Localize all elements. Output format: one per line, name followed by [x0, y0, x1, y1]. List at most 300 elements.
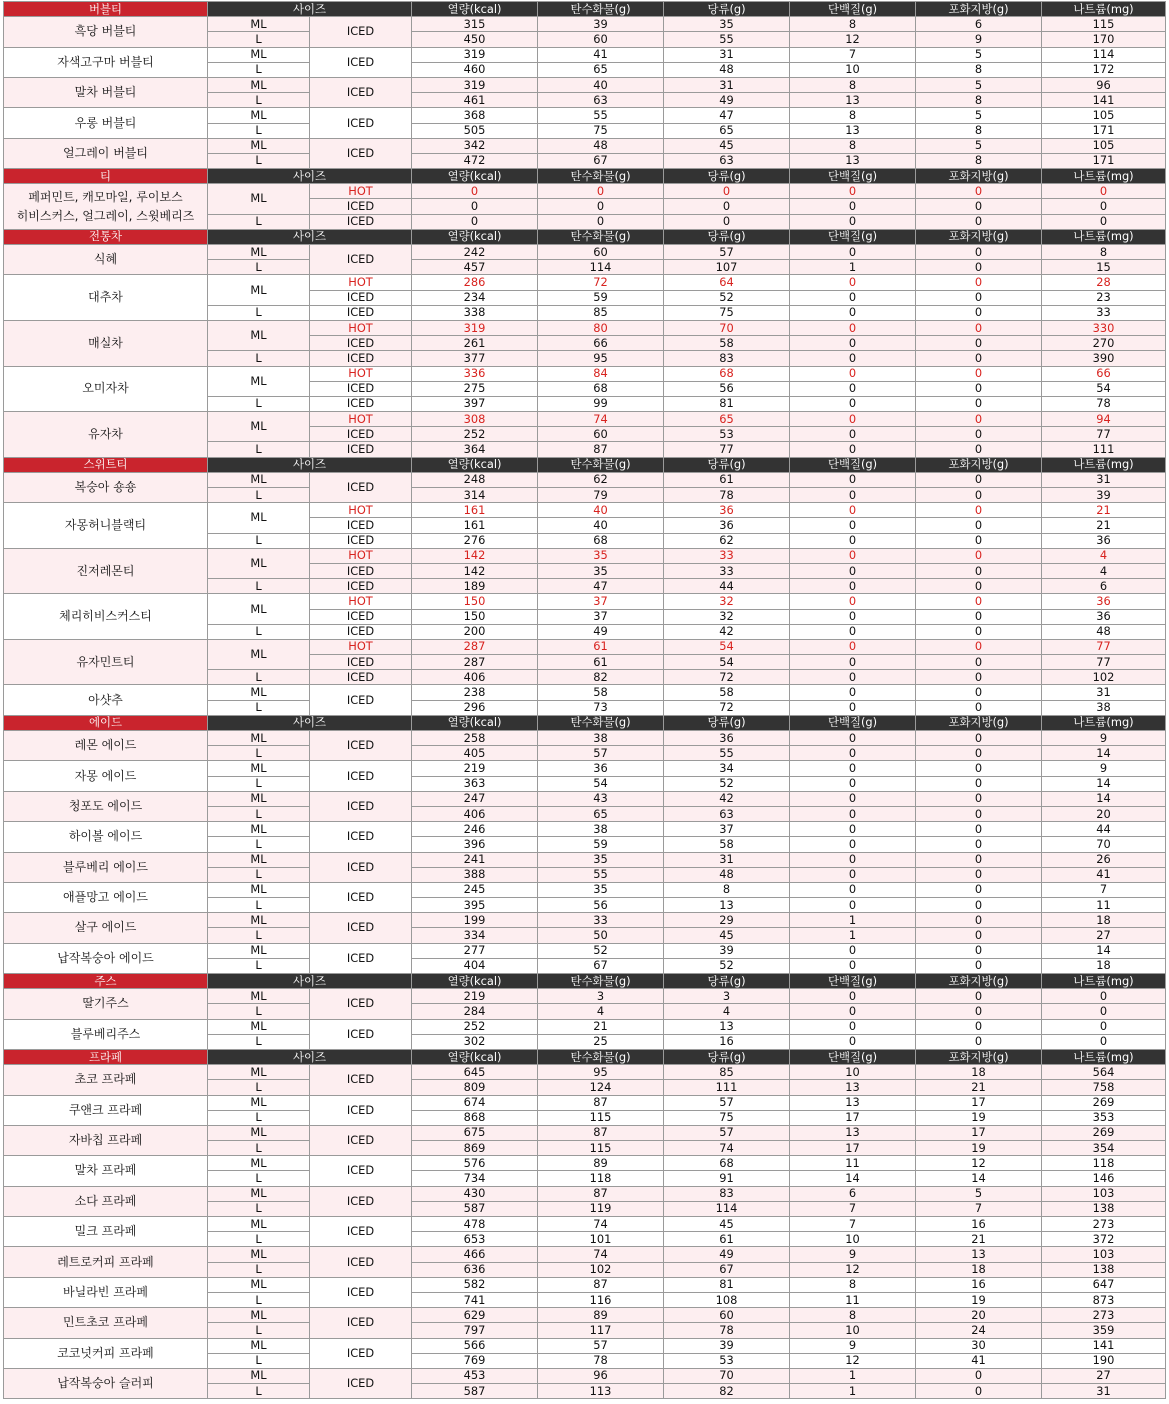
nutrition-value: 769	[412, 1353, 538, 1368]
nutrition-value: 146	[1042, 1171, 1166, 1186]
nutrition-value: 12	[790, 1353, 916, 1368]
table-row	[4, 108, 1166, 123]
nutrition-value: 8	[664, 882, 790, 897]
table-row	[4, 77, 1166, 92]
nutrition-value: 35	[538, 852, 664, 867]
nutrition-value: 60	[538, 245, 664, 260]
nutrition-value: 0	[916, 746, 1042, 761]
nutrition-value: 0	[916, 503, 1042, 518]
table-row	[4, 17, 1166, 32]
nutrition-value: 430	[412, 1186, 538, 1201]
nutrition-value: 161	[412, 503, 538, 518]
nutrition-value: 0	[916, 852, 1042, 867]
size-cell: ML	[208, 1308, 310, 1323]
size-cell: L	[208, 928, 310, 943]
nutrition-value: 36	[664, 518, 790, 533]
nutrition-value: 0	[790, 837, 916, 852]
nutrition-value: 869	[412, 1141, 538, 1156]
nutrition-value: 68	[664, 1156, 790, 1171]
nutrition-value: 0	[916, 548, 1042, 563]
nutrition-value: 0	[790, 1019, 916, 1034]
temperature-cell: HOT	[310, 594, 412, 609]
nutrition-value: 0	[916, 822, 1042, 837]
nutrition-value: 0	[664, 184, 790, 199]
nutrition-value: 65	[664, 123, 790, 138]
nutrition-value: 171	[1042, 123, 1166, 138]
table-row	[4, 1217, 1166, 1232]
menu-item-name: 납작복숭아 에이드	[4, 943, 208, 973]
nutrition-value: 64	[664, 275, 790, 290]
nutrition-value: 277	[412, 943, 538, 958]
nutrition-value: 0	[790, 503, 916, 518]
nutrition-value: 472	[412, 153, 538, 168]
temperature-cell: ICED	[310, 214, 412, 229]
nutrition-value: 1	[790, 928, 916, 943]
nutrition-value: 36	[1042, 594, 1166, 609]
menu-item-name: 바닐라빈 프라페	[4, 1277, 208, 1307]
nutrition-value: 47	[538, 579, 664, 594]
temperature-cell: ICED	[310, 1308, 412, 1338]
table-row	[4, 989, 1166, 1004]
nutrition-value: 0	[1042, 989, 1166, 1004]
nutrition-value: 82	[664, 1384, 790, 1399]
nutrition-value: 103	[1042, 1186, 1166, 1201]
table-row	[4, 184, 1166, 199]
nutrition-value: 0	[916, 563, 1042, 578]
nutrition-value: 0	[664, 199, 790, 214]
column-header: 당류(g)	[664, 2, 790, 17]
size-cell: L	[208, 305, 310, 320]
nutrition-value: 19	[916, 1141, 1042, 1156]
nutrition-value: 199	[412, 913, 538, 928]
nutrition-value: 0	[916, 882, 1042, 897]
size-cell: ML	[208, 184, 310, 214]
nutrition-value: 396	[412, 837, 538, 852]
nutrition-value: 141	[1042, 93, 1166, 108]
size-cell: L	[208, 958, 310, 973]
size-cell: L	[208, 1262, 310, 1277]
nutrition-value: 108	[664, 1292, 790, 1307]
nutrition-value: 48	[1042, 624, 1166, 639]
nutrition-value: 102	[1042, 670, 1166, 685]
nutrition-value: 0	[790, 366, 916, 381]
nutrition-value: 219	[412, 989, 538, 1004]
nutrition-value: 25	[538, 1034, 664, 1049]
nutrition-value: 645	[412, 1065, 538, 1080]
table-row	[4, 822, 1166, 837]
nutrition-value: 0	[916, 381, 1042, 396]
nutrition-value: 0	[790, 442, 916, 457]
nutrition-value: 95	[538, 1065, 664, 1080]
column-header: 단백질(g)	[790, 1049, 916, 1064]
nutrition-value: 0	[916, 427, 1042, 442]
column-header: 당류(g)	[664, 457, 790, 472]
temperature-cell: ICED	[310, 108, 412, 138]
nutrition-value: 252	[412, 427, 538, 442]
nutrition-value: 0	[916, 320, 1042, 335]
nutrition-value: 308	[412, 412, 538, 427]
nutrition-value: 54	[1042, 381, 1166, 396]
menu-item-name: 자몽허니블랙티	[4, 503, 208, 549]
table-row	[4, 943, 1166, 958]
menu-item-name: 진저레몬티	[4, 548, 208, 594]
temperature-cell: ICED	[310, 989, 412, 1019]
nutrition-value: 0	[790, 472, 916, 487]
nutrition-value: 276	[412, 533, 538, 548]
size-cell: ML	[208, 1019, 310, 1034]
nutrition-value: 0	[790, 199, 916, 214]
temperature-cell: ICED	[310, 1156, 412, 1186]
nutrition-value: 94	[1042, 412, 1166, 427]
table-row	[4, 761, 1166, 776]
nutrition-value: 11	[790, 1156, 916, 1171]
size-cell: ML	[208, 548, 310, 578]
temperature-cell: ICED	[310, 77, 412, 107]
nutrition-value: 72	[664, 670, 790, 685]
temperature-cell: ICED	[310, 1125, 412, 1155]
nutrition-value: 0	[538, 199, 664, 214]
section-header-row	[4, 1049, 1166, 1064]
temperature-cell: ICED	[310, 533, 412, 548]
nutrition-value: 0	[790, 488, 916, 503]
size-cell: L	[208, 867, 310, 882]
temperature-cell: ICED	[310, 47, 412, 77]
nutrition-value: 6	[1042, 579, 1166, 594]
nutrition-value: 0	[1042, 184, 1166, 199]
nutrition-value: 10	[790, 62, 916, 77]
nutrition-value: 0	[916, 791, 1042, 806]
nutrition-value: 0	[790, 746, 916, 761]
nutrition-value: 6	[916, 17, 1042, 32]
size-cell: L	[208, 1034, 310, 1049]
nutrition-value: 3	[664, 989, 790, 1004]
nutrition-value: 200	[412, 624, 538, 639]
table-row	[4, 245, 1166, 260]
size-cell: ML	[208, 108, 310, 123]
nutrition-value: 8	[790, 138, 916, 153]
section-header-row	[4, 457, 1166, 472]
nutrition-value: 12	[916, 1156, 1042, 1171]
nutrition-value: 33	[538, 913, 664, 928]
nutrition-value: 0	[916, 867, 1042, 882]
size-cell: L	[208, 1232, 310, 1247]
nutrition-value: 330	[1042, 320, 1166, 335]
nutrition-value: 6	[790, 1186, 916, 1201]
temperature-cell: ICED	[310, 731, 412, 761]
nutrition-value: 77	[664, 442, 790, 457]
nutrition-value: 116	[538, 1292, 664, 1307]
nutrition-value: 103	[1042, 1247, 1166, 1262]
nutrition-value: 809	[412, 1080, 538, 1095]
size-cell: ML	[208, 1338, 310, 1353]
nutrition-value: 564	[1042, 1065, 1166, 1080]
size-cell: ML	[208, 275, 310, 305]
column-header: 탄수화물(g)	[538, 1049, 664, 1064]
nutrition-value: 0	[790, 396, 916, 411]
nutrition-value: 9	[1042, 731, 1166, 746]
size-cell: ML	[208, 320, 310, 350]
temperature-cell: ICED	[310, 624, 412, 639]
nutrition-value: 113	[538, 1384, 664, 1399]
nutrition-value: 0	[790, 579, 916, 594]
nutrition-value: 629	[412, 1308, 538, 1323]
size-cell: L	[208, 579, 310, 594]
nutrition-value: 287	[412, 655, 538, 670]
nutrition-value: 0	[916, 1384, 1042, 1399]
nutrition-value: 0	[916, 275, 1042, 290]
nutrition-value: 16	[916, 1217, 1042, 1232]
nutrition-value: 75	[664, 305, 790, 320]
nutrition-value: 53	[664, 1353, 790, 1368]
nutrition-value: 0	[790, 852, 916, 867]
nutrition-value: 0	[916, 776, 1042, 791]
size-cell: L	[208, 533, 310, 548]
nutrition-value: 10	[790, 1323, 916, 1338]
column-header: 열량(kcal)	[412, 169, 538, 184]
table-row	[4, 47, 1166, 62]
nutrition-value: 57	[538, 746, 664, 761]
size-cell: ML	[208, 245, 310, 260]
nutrition-value: 0	[790, 685, 916, 700]
nutrition-value: 67	[538, 958, 664, 973]
nutrition-value: 0	[412, 199, 538, 214]
nutrition-value: 0	[790, 351, 916, 366]
column-header-size: 사이즈	[208, 457, 412, 472]
nutrition-value: 36	[1042, 533, 1166, 548]
nutrition-value: 0	[790, 776, 916, 791]
table-row	[4, 1156, 1166, 1171]
temperature-cell: ICED	[310, 442, 412, 457]
nutrition-value: 13	[790, 153, 916, 168]
temperature-cell: ICED	[310, 381, 412, 396]
temperature-cell: ICED	[310, 138, 412, 168]
nutrition-value: 67	[664, 1262, 790, 1277]
nutrition-value: 33	[1042, 305, 1166, 320]
nutrition-value: 0	[916, 260, 1042, 275]
table-row	[4, 138, 1166, 153]
nutrition-value: 19	[916, 1110, 1042, 1125]
size-cell: L	[208, 1141, 310, 1156]
nutrition-value: 78	[664, 488, 790, 503]
nutrition-value: 45	[664, 138, 790, 153]
nutrition-value: 0	[916, 488, 1042, 503]
column-header: 단백질(g)	[790, 2, 916, 17]
nutrition-value: 41	[916, 1353, 1042, 1368]
nutrition-value: 14	[1042, 746, 1166, 761]
nutrition-value: 96	[1042, 77, 1166, 92]
nutrition-value: 39	[664, 1338, 790, 1353]
table-row	[4, 1095, 1166, 1110]
column-header: 열량(kcal)	[412, 2, 538, 17]
nutrition-value: 61	[538, 639, 664, 654]
nutrition-value: 33	[664, 563, 790, 578]
nutrition-value: 29	[664, 913, 790, 928]
nutrition-value: 53	[664, 427, 790, 442]
nutrition-value: 52	[664, 776, 790, 791]
column-header: 탄수화물(g)	[538, 169, 664, 184]
nutrition-value: 0	[916, 928, 1042, 943]
nutrition-value: 13	[664, 1019, 790, 1034]
nutrition-value: 17	[790, 1110, 916, 1125]
nutrition-value: 0	[412, 184, 538, 199]
nutrition-value: 38	[538, 822, 664, 837]
nutrition-value: 87	[538, 1186, 664, 1201]
nutrition-value: 0	[916, 913, 1042, 928]
nutrition-value: 31	[664, 852, 790, 867]
size-cell: L	[208, 1353, 310, 1368]
nutrition-value: 105	[1042, 138, 1166, 153]
nutrition-value: 87	[538, 1277, 664, 1292]
size-cell: L	[208, 1201, 310, 1216]
menu-item-name: 애플망고 에이드	[4, 882, 208, 912]
nutrition-value: 19	[916, 1292, 1042, 1307]
temperature-cell: ICED	[310, 1338, 412, 1368]
nutrition-value: 319	[412, 47, 538, 62]
nutrition-value: 0	[538, 184, 664, 199]
nutrition-value: 118	[1042, 1156, 1166, 1171]
table-row	[4, 503, 1166, 518]
temperature-cell: ICED	[310, 336, 412, 351]
nutrition-value: 286	[412, 275, 538, 290]
nutrition-value: 49	[664, 1247, 790, 1262]
nutrition-value: 0	[790, 305, 916, 320]
nutrition-value: 0	[790, 624, 916, 639]
column-header: 단백질(g)	[790, 715, 916, 730]
nutrition-value: 7	[790, 1201, 916, 1216]
size-cell: ML	[208, 412, 310, 442]
nutrition-value: 45	[664, 1217, 790, 1232]
table-row	[4, 548, 1166, 563]
nutrition-value: 0	[916, 594, 1042, 609]
nutrition-value: 5	[916, 1186, 1042, 1201]
nutrition-value: 150	[412, 594, 538, 609]
size-cell: ML	[208, 594, 310, 624]
nutrition-value: 34	[664, 761, 790, 776]
nutrition-value: 0	[916, 336, 1042, 351]
nutrition-value: 248	[412, 472, 538, 487]
nutrition-value: 0	[790, 1034, 916, 1049]
table-row	[4, 791, 1166, 806]
temperature-cell: ICED	[310, 472, 412, 502]
column-header: 포화지방(g)	[916, 229, 1042, 244]
nutrition-value: 302	[412, 1034, 538, 1049]
nutrition-value: 31	[1042, 685, 1166, 700]
nutrition-value: 68	[664, 366, 790, 381]
size-cell: ML	[208, 77, 310, 92]
nutrition-value: 33	[664, 548, 790, 563]
column-header: 나트륨(mg)	[1042, 974, 1166, 989]
column-header: 열량(kcal)	[412, 457, 538, 472]
nutrition-value: 74	[664, 1141, 790, 1156]
nutrition-value: 37	[538, 594, 664, 609]
nutrition-value: 0	[916, 1368, 1042, 1383]
nutrition-value: 338	[412, 305, 538, 320]
size-cell: L	[208, 898, 310, 913]
menu-item-name: 쿠앤크 프라페	[4, 1095, 208, 1125]
nutrition-value: 21	[538, 1019, 664, 1034]
nutrition-value: 0	[790, 898, 916, 913]
size-cell: ML	[208, 822, 310, 837]
menu-item-name: 민트초코 프라페	[4, 1308, 208, 1338]
nutrition-value: 5	[916, 47, 1042, 62]
column-header: 포화지방(g)	[916, 2, 1042, 17]
nutrition-value: 102	[538, 1262, 664, 1277]
nutrition-value: 35	[538, 563, 664, 578]
nutrition-value: 36	[664, 503, 790, 518]
nutrition-value: 0	[790, 184, 916, 199]
nutrition-value: 0	[790, 594, 916, 609]
nutrition-value: 4	[664, 1004, 790, 1019]
column-header-size: 사이즈	[208, 229, 412, 244]
nutrition-value: 17	[916, 1125, 1042, 1140]
nutrition-value: 55	[538, 867, 664, 882]
nutrition-value: 354	[1042, 1141, 1166, 1156]
nutrition-value: 13	[790, 1125, 916, 1140]
temperature-cell: HOT	[310, 503, 412, 518]
size-cell: ML	[208, 1156, 310, 1171]
nutrition-value: 873	[1042, 1292, 1166, 1307]
nutrition-value: 62	[664, 533, 790, 548]
nutrition-value: 0	[790, 214, 916, 229]
nutrition-value: 47	[664, 108, 790, 123]
nutrition-value: 70	[1042, 837, 1166, 852]
nutrition-value: 0	[790, 700, 916, 715]
temperature-cell: ICED	[310, 822, 412, 852]
nutrition-value: 115	[538, 1141, 664, 1156]
nutrition-value: 18	[916, 1262, 1042, 1277]
nutrition-value: 8	[916, 93, 1042, 108]
category-label: 버블티	[4, 2, 208, 17]
temperature-cell: ICED	[310, 17, 412, 47]
nutrition-value: 0	[538, 214, 664, 229]
nutrition-value: 9	[1042, 761, 1166, 776]
nutrition-value: 14	[916, 1171, 1042, 1186]
nutrition-value: 85	[664, 1065, 790, 1080]
nutrition-value: 734	[412, 1171, 538, 1186]
nutrition-value: 404	[412, 958, 538, 973]
nutrition-value: 115	[538, 1110, 664, 1125]
nutrition-value: 63	[664, 806, 790, 821]
nutrition-value: 0	[790, 989, 916, 1004]
nutrition-value: 44	[1042, 822, 1166, 837]
category-label: 스위트티	[4, 457, 208, 472]
nutrition-value: 59	[538, 837, 664, 852]
nutrition-value: 5	[916, 77, 1042, 92]
nutrition-value: 0	[790, 958, 916, 973]
menu-item-name: 블루베리 에이드	[4, 852, 208, 882]
nutrition-value: 9	[790, 1338, 916, 1353]
nutrition-value: 142	[412, 563, 538, 578]
nutrition-value: 461	[412, 93, 538, 108]
nutrition-value: 68	[538, 381, 664, 396]
menu-item-name: 자색고구마 버블티	[4, 47, 208, 77]
nutrition-value: 636	[412, 1262, 538, 1277]
nutrition-value: 0	[916, 1019, 1042, 1034]
nutrition-value: 42	[664, 624, 790, 639]
nutrition-value: 0	[1042, 214, 1166, 229]
nutrition-value: 27	[1042, 1368, 1166, 1383]
nutrition-value: 868	[412, 1110, 538, 1125]
nutrition-value: 372	[1042, 1232, 1166, 1247]
size-cell: L	[208, 488, 310, 503]
column-header: 단백질(g)	[790, 169, 916, 184]
size-cell: L	[208, 806, 310, 821]
table-row	[4, 913, 1166, 928]
nutrition-value: 359	[1042, 1323, 1166, 1338]
nutrition-value: 0	[916, 199, 1042, 214]
nutrition-value: 23	[1042, 290, 1166, 305]
column-header: 나트륨(mg)	[1042, 1049, 1166, 1064]
